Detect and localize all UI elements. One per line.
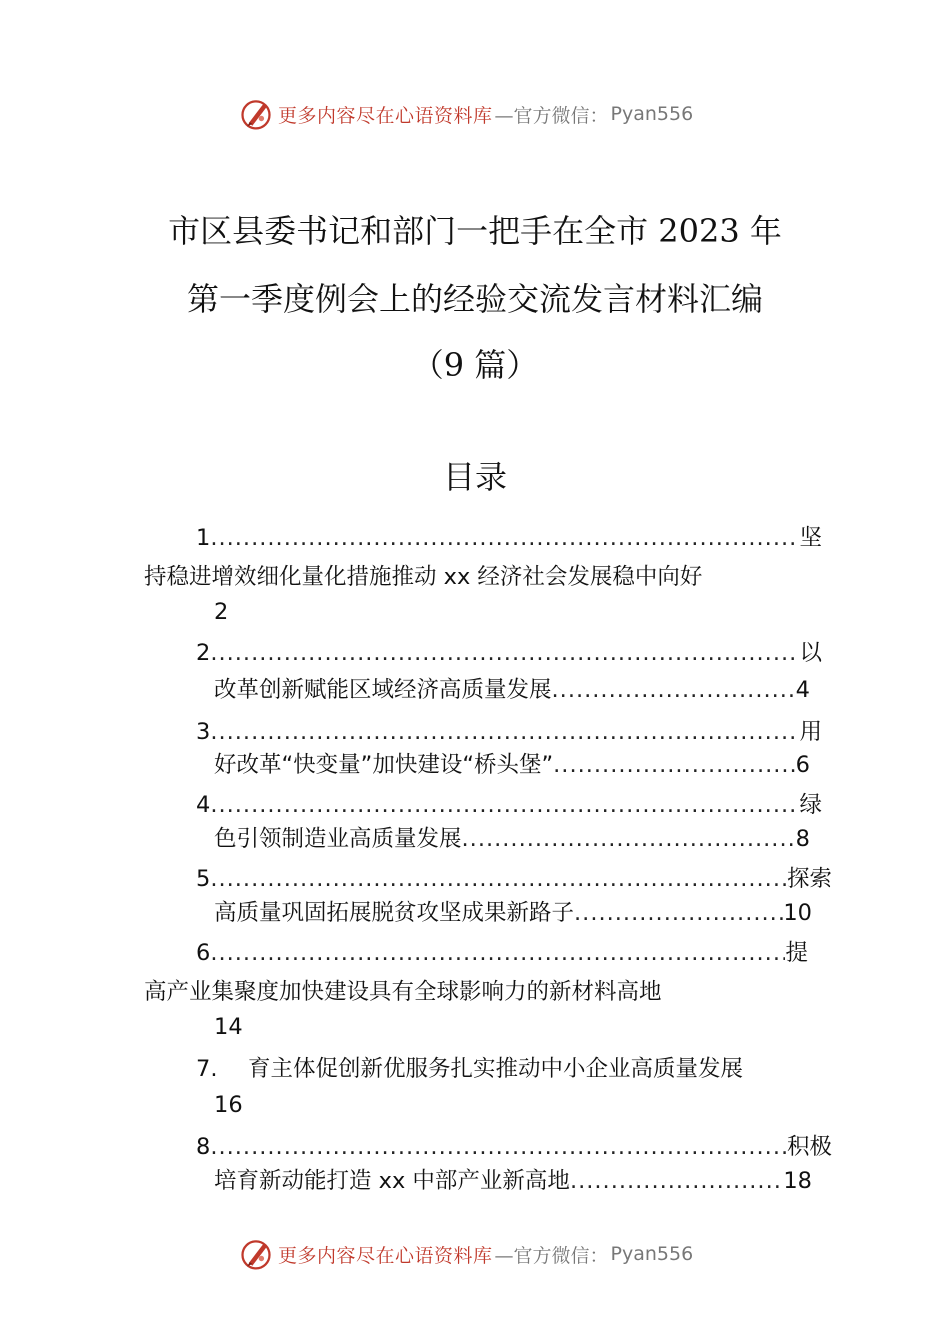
toc-entry-4-leader[interactable] bbox=[196, 790, 822, 820]
dot-leader bbox=[210, 717, 799, 747]
toc-entry-3-leader[interactable] bbox=[196, 717, 822, 747]
toc-entry-lead: 绿 bbox=[799, 792, 822, 818]
toc-entry-7-number[interactable]: 7. bbox=[196, 1056, 218, 1082]
toc-entry-6-leader[interactable] bbox=[196, 938, 808, 968]
pen-nib-logo-icon bbox=[238, 96, 274, 132]
toc-entry-lead: 坚 bbox=[799, 525, 822, 551]
toc-entry-page: 4 bbox=[795, 677, 810, 703]
dot-leader bbox=[462, 824, 796, 854]
toc-entry-text: 高质量巩固拓展脱贫攻坚成果新路子 bbox=[214, 900, 575, 926]
pen-nib-logo-icon bbox=[238, 1236, 274, 1272]
toc-entry-8-line[interactable] bbox=[214, 1166, 812, 1196]
watermark-separator: —官方微信： bbox=[494, 1244, 609, 1267]
dot-leader bbox=[570, 1166, 783, 1196]
toc-entry-number: 1 bbox=[196, 525, 211, 551]
title-line-1: 市区县委书记和部门一把手在全市 2023 年 bbox=[168, 212, 782, 250]
toc-entry-6-page[interactable]: 14 bbox=[214, 1014, 243, 1040]
toc-entry-text: 好改革“快变量”加快建设“桥头堡” bbox=[214, 752, 554, 778]
toc-entry-5-leader[interactable] bbox=[196, 864, 832, 894]
toc-entry-text: 色引领制造业高质量发展 bbox=[214, 826, 462, 852]
toc-entry-page: 8 bbox=[795, 826, 810, 852]
toc-entry-2-line[interactable] bbox=[214, 675, 810, 705]
toc-entry-text: 培育新动能打造 xx 中部产业新高地 bbox=[214, 1168, 570, 1194]
toc-entry-number: 4 bbox=[196, 792, 211, 818]
toc-entry-4-line[interactable] bbox=[214, 824, 810, 854]
toc-entry-page: 10 bbox=[783, 900, 812, 926]
toc-entry-3-line[interactable] bbox=[214, 750, 810, 780]
toc-entry-page: 6 bbox=[795, 752, 810, 778]
watermark-wechat-id: Pyan556 bbox=[610, 1243, 694, 1265]
dot-leader bbox=[553, 750, 796, 780]
title-line-2: 第一季度例会上的经验交流发言材料汇编 bbox=[186, 280, 763, 318]
watermark-text: 更多内容尽在心语资料库 bbox=[278, 1244, 493, 1267]
toc-entry-6-text[interactable]: 高产业集聚度加快建设具有全球影响力的新材料高地 bbox=[144, 979, 662, 1005]
toc-entry-page: 18 bbox=[783, 1168, 812, 1194]
toc-entry-lead: 探索 bbox=[786, 866, 832, 892]
toc-entry-7-text[interactable]: 育主体促创新优服务扎实推动中小企业高质量发展 bbox=[248, 1056, 744, 1082]
toc-entry-lead: 以 bbox=[799, 640, 822, 666]
toc-entry-number: 3 bbox=[196, 719, 211, 745]
title-line-3: （9 篇） bbox=[411, 346, 539, 384]
dot-leader bbox=[210, 523, 799, 553]
watermark-separator: —官方微信： bbox=[494, 104, 609, 127]
toc-entry-7-page[interactable]: 16 bbox=[214, 1092, 243, 1118]
watermark-wechat-id: Pyan556 bbox=[610, 103, 694, 125]
toc-entry-number: 8 bbox=[196, 1134, 211, 1160]
dot-leader bbox=[210, 638, 799, 668]
dot-leader bbox=[552, 675, 796, 705]
toc-entry-text: 改革创新赋能区域经济高质量发展 bbox=[214, 677, 552, 703]
header-watermark bbox=[238, 94, 758, 134]
toc-entry-lead: 提 bbox=[785, 940, 808, 966]
toc-entry-1-leader[interactable] bbox=[196, 523, 822, 553]
toc-entry-2-leader[interactable] bbox=[196, 638, 822, 668]
toc-entry-lead: 用 bbox=[799, 719, 822, 745]
watermark-text: 更多内容尽在心语资料库 bbox=[278, 104, 493, 127]
dot-leader bbox=[210, 864, 787, 894]
toc-entry-8-leader[interactable] bbox=[196, 1132, 832, 1162]
dot-leader bbox=[210, 1132, 787, 1162]
dot-leader bbox=[210, 938, 785, 968]
toc-entry-number: 2 bbox=[196, 640, 211, 666]
toc-heading: 目录 bbox=[442, 458, 507, 496]
toc-entry-number: 6 bbox=[196, 940, 211, 966]
toc-entry-1-page[interactable]: 2 bbox=[214, 599, 229, 625]
toc-entry-1-text[interactable]: 持稳进增效细化量化措施推动 xx 经济社会发展稳中向好 bbox=[144, 564, 703, 590]
toc-entry-5-line[interactable] bbox=[214, 898, 812, 928]
dot-leader bbox=[574, 898, 783, 928]
toc-entry-number: 5 bbox=[196, 866, 211, 892]
footer-watermark bbox=[238, 1234, 758, 1274]
toc-entry-lead: 积极 bbox=[786, 1134, 832, 1160]
dot-leader bbox=[210, 790, 799, 820]
